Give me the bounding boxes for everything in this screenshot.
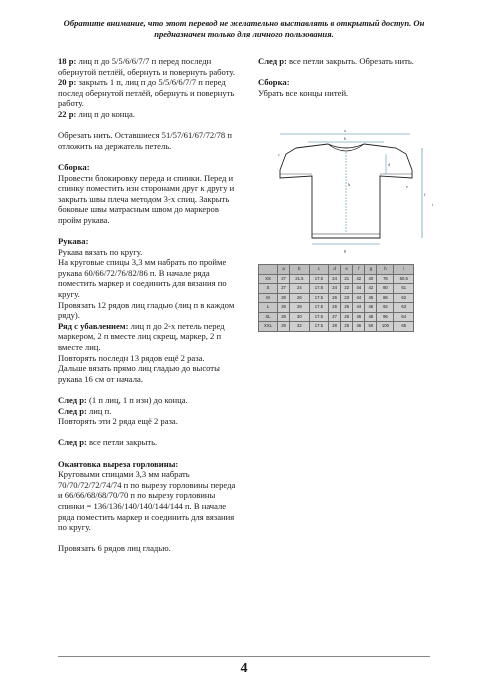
left-column xyxy=(58,56,238,554)
neckband-text: Круговыми спицами 3,3 мм набрать 70/70/72/72/74/74 п по вырезу горловины переда и 66/66/68/68/70/70 п по вырезу горловины спинки = 136/136/140/140/144/144 п. В начале ряда поместить маркер и соединить для вязания по кругу. xyxy=(58,469,236,533)
row-22: 22 р: лиц п до конца. xyxy=(58,108,135,119)
table-cell: 96 xyxy=(377,312,394,322)
table-cell: 44 xyxy=(353,293,365,303)
table-cell: 48 xyxy=(365,312,377,322)
table-cell: 21.5 xyxy=(290,274,310,284)
table-cell: 86 xyxy=(377,293,394,303)
table-cell: 26 xyxy=(329,303,341,313)
table-cell: 45 xyxy=(365,293,377,303)
page-number: 4 xyxy=(240,661,248,676)
next-row-rib: След р: (1 п лиц, 1 п изн) до конца. xyxy=(58,395,188,405)
table-row xyxy=(259,303,414,313)
table-cell: 28 xyxy=(278,293,290,303)
sleeves-text-2: На круговые спицы 3,3 мм набрать по пройме рукава 60/66/72/76/82/86 п. В начале ряда поместить маркер и соединить для вязания по кругу. xyxy=(58,257,227,300)
table-cell: 28 xyxy=(290,303,310,313)
table-cell: 17.5 xyxy=(309,312,329,322)
assembly-heading: Сборка: xyxy=(58,161,90,172)
table-cell: 46 xyxy=(353,322,365,332)
decrease-repeat: Повторять последн 13 рядов ещё 2 раза. xyxy=(58,352,205,363)
table-cell: 29 xyxy=(278,322,290,332)
table-cell: 26 xyxy=(329,293,341,303)
table-cell: 64 xyxy=(394,312,414,322)
table-cell: 61 xyxy=(394,284,414,294)
table-cell: 17.5 xyxy=(309,274,329,284)
table-cell: 44 xyxy=(353,284,365,294)
notice-line-2: предназначен только для личного пользования. xyxy=(154,29,334,39)
table-row xyxy=(259,284,414,294)
table-cell: 17.5 xyxy=(309,293,329,303)
table-cell: 44 xyxy=(353,303,365,313)
sleeves-text-1: Рукава вязать по кругу. xyxy=(58,246,143,257)
decrease-row: Ряд с убавлением: лиц п до 2-х петель перед маркером, 2 п вместе лиц скрещ, маркер, 2 п вместе лиц. xyxy=(58,320,225,353)
table-cell: 22 xyxy=(341,284,353,294)
table-cell: 24 xyxy=(329,284,341,294)
table-cell: 21 xyxy=(341,274,353,284)
table-cell: 46 xyxy=(353,312,365,322)
table-size-cell: S xyxy=(259,284,278,294)
neckband-heading: Окантовка выреза горловины: xyxy=(58,458,179,469)
table-row xyxy=(259,293,414,303)
right-assembly-text: Убрать все концы нитей. xyxy=(258,87,349,98)
next-row-bindoff: След р: все петли закрыть. xyxy=(58,437,158,448)
table-row xyxy=(259,322,414,332)
table-cell: 92 xyxy=(377,303,394,313)
cut-yarn-text: Обрезать нить. Оставшиеся 51/57/61/67/72/78 п отложить на держатель петель. xyxy=(58,130,232,151)
diagram-label-f: f xyxy=(424,192,426,197)
table-cell: 100 xyxy=(377,322,394,332)
table-cell: 25 xyxy=(341,322,353,332)
sleeves-heading: Рукава: xyxy=(58,236,89,247)
diagram-label-i: i xyxy=(432,202,434,207)
diagram-label-h: h xyxy=(348,182,350,187)
table-cell: 80 xyxy=(377,284,394,294)
translation-notice xyxy=(30,18,458,40)
table-cell: 60.5 xyxy=(394,274,414,284)
table-cell: 62 xyxy=(394,293,414,303)
sleeves-text-3: Провязать 12 рядов лиц гладью (лиц п в каждом ряду). xyxy=(58,299,235,321)
decrease-continue: Дальше вязать прямо лиц гладью до высоты рукава 16 см от начала. xyxy=(58,363,220,384)
table-cell: 65 xyxy=(394,322,414,332)
diagram-label-c: c xyxy=(278,152,280,157)
assembly-text: Провести блокировку переда и спинки. Перед и спинку поместить изн сторонами друг к другу и закрыть швы плеча методом 3-х спиц. Закрыть боковые швы матрасным швом до маркеров пройм рукава. xyxy=(58,172,235,225)
table-cell: 30 xyxy=(290,312,310,322)
diagram-label-e: e xyxy=(406,184,408,189)
table-cell: 42 xyxy=(365,284,377,294)
table-cell: 25 xyxy=(341,303,353,313)
row-20: 20 р: закрыть 1 п, лиц п до 5/5/6/6/7/7 п перед послед обернутой петлёй, обернуть и повернуть работу. xyxy=(58,77,235,109)
table-cell: 24 xyxy=(290,284,310,294)
diagram-label-d: d xyxy=(388,162,390,167)
table-size-cell: XXL xyxy=(259,322,278,332)
table-size-cell: M xyxy=(259,293,278,303)
table-cell: 50 xyxy=(365,322,377,332)
table-cell: 27 xyxy=(329,312,341,322)
next-row-knit: След р: лиц п. xyxy=(58,405,112,416)
table-cell: 32 xyxy=(290,322,310,332)
table-cell: 28 xyxy=(329,322,341,332)
table-cell: 17.5 xyxy=(309,284,329,294)
neckband-final: Провязать 6 рядов лиц гладью. xyxy=(58,543,171,554)
row-18: 18 р: лиц п до 5/5/6/6/7/7 п перед последн обернутой петлёй, обернуть и повернуть работу. xyxy=(58,56,235,77)
table-cell: 24 xyxy=(329,274,341,284)
notice-line-1: Обратите внимание, что этот перевод не желательно выставлять в открытый доступ. Он xyxy=(63,18,425,28)
table-size-cell: XL xyxy=(259,312,278,322)
table-size-cell: XS xyxy=(259,274,278,284)
table-cell: 46 xyxy=(365,303,377,313)
table-cell: 17.5 xyxy=(309,322,329,332)
table-cell: 40 xyxy=(365,274,377,284)
table-cell: 25 xyxy=(341,312,353,322)
table-row xyxy=(259,312,414,322)
table-cell: 29 xyxy=(278,312,290,322)
footer-divider xyxy=(58,656,430,657)
table-cell: 42 xyxy=(353,274,365,284)
table-cell: 26 xyxy=(290,293,310,303)
right-next-row: След р: все петли закрыть. Обрезать нить. xyxy=(258,56,414,66)
sweater-schematic xyxy=(256,124,436,260)
diagram-label-a: a xyxy=(344,128,346,133)
table-cell: 27 xyxy=(278,284,290,294)
table-cell: 63 xyxy=(394,303,414,313)
table-cell: 23 xyxy=(341,293,353,303)
next-repeat: Повторять эти 2 ряда ещё 2 раза. xyxy=(58,416,178,427)
right-column xyxy=(258,56,428,98)
table-cell: 17.5 xyxy=(309,303,329,313)
size-table-header: a b c d e f g h i xyxy=(259,265,414,275)
table-cell: 28 xyxy=(278,303,290,313)
table-cell: 76 xyxy=(377,274,394,284)
table-cell: 27 xyxy=(278,274,290,284)
diagram-label-g: g xyxy=(344,248,346,253)
size-table xyxy=(258,264,414,332)
table-row xyxy=(259,274,414,284)
diagram-label-b: b xyxy=(344,136,346,141)
table-size-cell: L xyxy=(259,303,278,313)
right-assembly-heading: Сборка: xyxy=(258,77,290,88)
